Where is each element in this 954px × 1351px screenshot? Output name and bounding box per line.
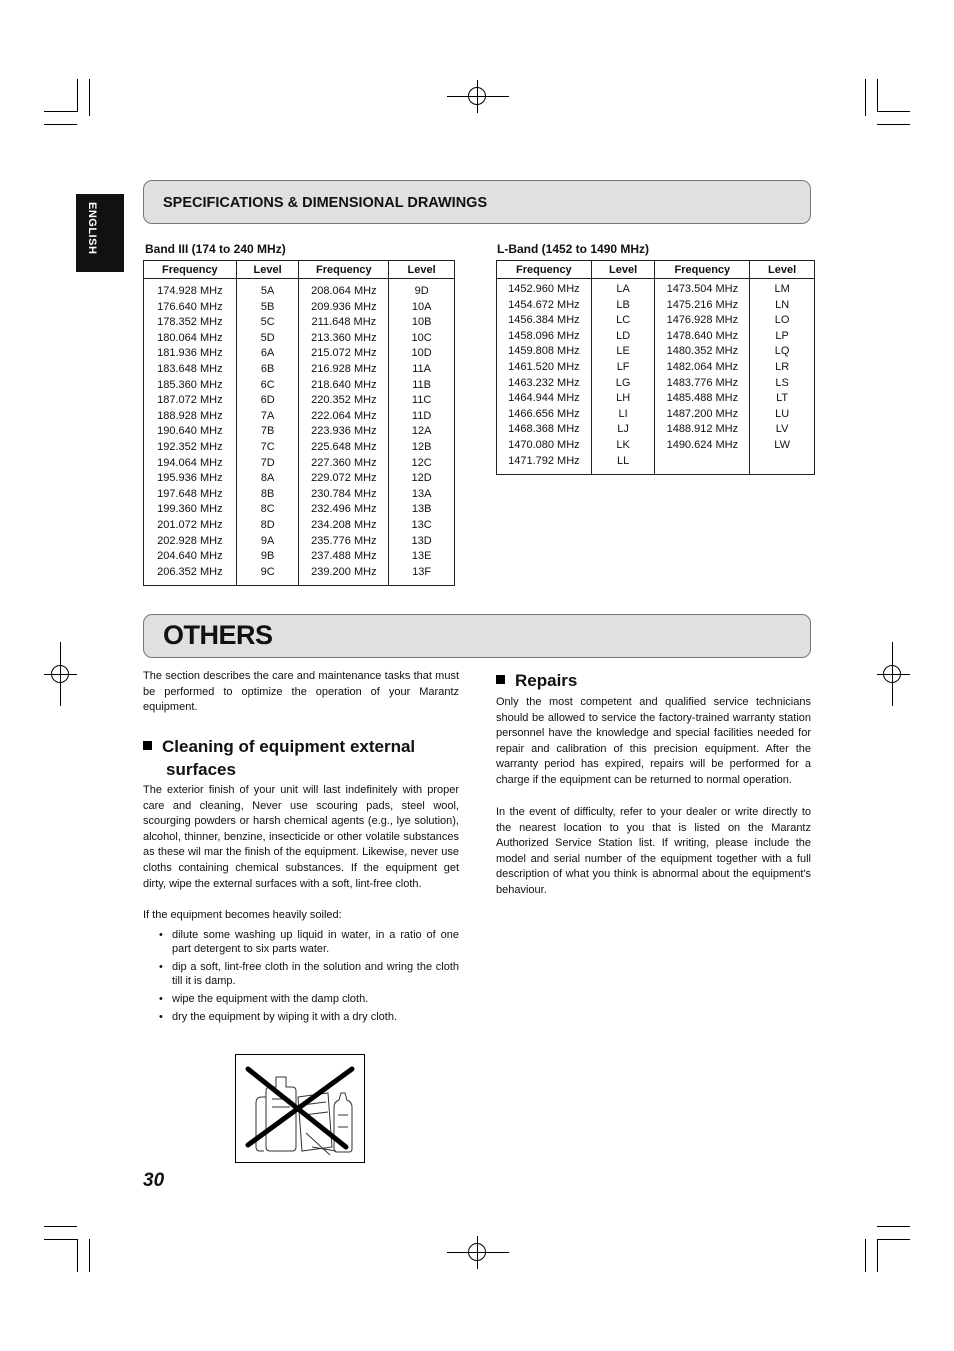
level-cell: LW <box>750 438 815 454</box>
list-item: • dry the equipment by wiping it with a dry cloth. <box>143 1010 459 1024</box>
level-cell: LT <box>750 391 815 407</box>
frequency-cell: 183.648 MHz <box>144 362 237 378</box>
cleaning-heavy-soil: If the equipment becomes heavily soiled: <box>143 909 342 921</box>
intro-paragraph: The section describes the care and maintenance tasks that must be performed to optimize the operation of your Marantz equipment. <box>143 670 459 714</box>
frequency-cell: 1480.352 MHz <box>655 344 750 360</box>
frequency-cell: 235.776 MHz <box>299 534 389 550</box>
table-row <box>144 331 455 347</box>
frequency-cell: 185.360 MHz <box>144 378 237 394</box>
frequency-cell: 1470.080 MHz <box>497 438 592 454</box>
repairs-paragraph-1: Only the most competent and qualified service technicians should be allowed to service the factory-trained warranty station personnel have the knowledge and special facilities needed for repair and calibration of this precision equipment. After the warranty period has expired, repairs will be performed for a charge if the equipment can be returned to normal operation. <box>496 696 811 786</box>
frequency-cell: 1452.960 MHz <box>497 282 592 298</box>
table-row <box>144 565 455 581</box>
frequency-cell: 227.360 MHz <box>299 456 389 472</box>
table-header-row <box>144 261 455 279</box>
table-row <box>144 440 455 456</box>
level-cell: 8B <box>236 487 299 503</box>
frequency-cell: 1461.520 MHz <box>497 360 592 376</box>
frequency-cell: 1485.488 MHz <box>655 391 750 407</box>
frequency-cell: 174.928 MHz <box>144 284 237 300</box>
table-row <box>497 282 815 298</box>
frequency-cell: 1490.624 MHz <box>655 438 750 454</box>
frequency-cell: 178.352 MHz <box>144 315 237 331</box>
square-bullet-icon <box>496 675 505 684</box>
frequency-cell: 190.640 MHz <box>144 424 237 440</box>
level-cell: 10A <box>389 300 455 316</box>
level-cell: LR <box>750 360 815 376</box>
level-cell: 13B <box>389 502 455 518</box>
table-row <box>144 315 455 331</box>
square-bullet-icon <box>143 741 152 750</box>
level-cell: LM <box>750 282 815 298</box>
table-row <box>144 471 455 487</box>
level-cell: LA <box>591 282 655 298</box>
registration-mark <box>468 87 486 105</box>
frequency-cell: 1476.928 MHz <box>655 313 750 329</box>
cleaning-body: The exterior finish of your unit will last indefinitely with proper care and cleaning, Never use scouring pads, steel wool, scourging powders or harsh chemical agents (e.g., lye solution), alcohol, thinner, benzine, insecticide or other volatile substances as these wil mar the finish of the equipment. Likewise, never use cloths containing chemical substances. If the equipment get dirty, wipe the external surfaces with a soft, lint-free cloth. <box>143 784 459 890</box>
table-row <box>497 360 815 376</box>
level-cell: LB <box>591 298 655 314</box>
crop-mark <box>44 1226 77 1227</box>
crop-mark <box>877 111 910 112</box>
level-cell: 5C <box>236 315 299 331</box>
frequency-cell: 194.064 MHz <box>144 456 237 472</box>
frequency-cell: 1464.944 MHz <box>497 391 592 407</box>
frequency-cell: 1456.384 MHz <box>497 313 592 329</box>
level-cell: 7D <box>236 456 299 472</box>
frequency-cell: 230.784 MHz <box>299 487 389 503</box>
frequency-cell: 1473.504 MHz <box>655 282 750 298</box>
cleaning-heading-line1: Cleaning of equipment external <box>162 737 416 756</box>
crop-mark <box>44 111 77 112</box>
level-cell: LE <box>591 344 655 360</box>
frequency-cell: 232.496 MHz <box>299 502 389 518</box>
level-cell: 10D <box>389 346 455 362</box>
level-cell: LJ <box>591 422 655 438</box>
level-cell: 8C <box>236 502 299 518</box>
crop-mark <box>877 1226 910 1227</box>
table-row <box>144 346 455 362</box>
column-header: Frequency <box>655 261 750 279</box>
level-cell: 9D <box>389 284 455 300</box>
frequency-cell: 187.072 MHz <box>144 393 237 409</box>
frequency-cell: 213.360 MHz <box>299 331 389 347</box>
level-cell: 11D <box>389 409 455 425</box>
language-tab <box>76 194 124 272</box>
crop-mark <box>77 79 78 112</box>
frequency-cell: 215.072 MHz <box>299 346 389 362</box>
frequency-cell: 1458.096 MHz <box>497 329 592 345</box>
table-row <box>144 409 455 425</box>
level-cell: LF <box>591 360 655 376</box>
frequency-cell: 1488.912 MHz <box>655 422 750 438</box>
level-cell: 10B <box>389 315 455 331</box>
level-cell: 12A <box>389 424 455 440</box>
level-cell: 9C <box>236 565 299 581</box>
column-header: Level <box>750 261 815 279</box>
level-cell: 13F <box>389 565 455 581</box>
frequency-cell: 1487.200 MHz <box>655 407 750 423</box>
table-row <box>144 456 455 472</box>
frequency-cell: 209.936 MHz <box>299 300 389 316</box>
frequency-cell: 216.928 MHz <box>299 362 389 378</box>
level-cell: 5D <box>236 331 299 347</box>
level-cell: LN <box>750 298 815 314</box>
specifications-title: SPECIFICATIONS & DIMENSIONAL DRAWINGS <box>163 195 488 211</box>
column-header: Level <box>389 261 455 279</box>
frequency-cell: 239.200 MHz <box>299 565 389 581</box>
level-cell: 6C <box>236 378 299 394</box>
frequency-cell: 1478.640 MHz <box>655 329 750 345</box>
frequency-cell: 1459.808 MHz <box>497 344 592 360</box>
crop-mark <box>44 1239 77 1240</box>
level-cell: 13D <box>389 534 455 550</box>
repairs-paragraph-2: In the event of difficulty, refer to your dealer or write directly to the nearest location to you that is listed on the Marantz Authorized Service Station list. If writing, please include the model and serial number of the equipment together with a full description of what you think is abnormal about the equipment's behaviour. <box>496 806 811 896</box>
level-cell: 9B <box>236 549 299 565</box>
frequency-cell: 201.072 MHz <box>144 518 237 534</box>
table-row <box>144 502 455 518</box>
specifications-banner <box>143 180 811 224</box>
frequency-cell: 237.488 MHz <box>299 549 389 565</box>
table-row <box>144 534 455 550</box>
crop-mark <box>877 79 878 112</box>
level-cell: 5A <box>236 284 299 300</box>
level-cell: LC <box>591 313 655 329</box>
repairs-heading <box>496 669 577 692</box>
frequency-cell: 222.064 MHz <box>299 409 389 425</box>
table-row <box>497 438 815 454</box>
others-banner <box>143 614 811 658</box>
frequency-cell: 206.352 MHz <box>144 565 237 581</box>
frequency-cell: 1471.792 MHz <box>497 454 592 470</box>
frequency-cell: 202.928 MHz <box>144 534 237 550</box>
registration-mark <box>883 665 901 683</box>
frequency-cell: 181.936 MHz <box>144 346 237 362</box>
level-cell: 11C <box>389 393 455 409</box>
table-row <box>144 393 455 409</box>
level-cell: LG <box>591 376 655 392</box>
frequency-cell: 176.640 MHz <box>144 300 237 316</box>
level-cell: 10C <box>389 331 455 347</box>
level-cell: 12C <box>389 456 455 472</box>
level-cell: LI <box>591 407 655 423</box>
crop-mark <box>877 124 910 125</box>
frequency-cell: 218.640 MHz <box>299 378 389 394</box>
column-header: Frequency <box>144 261 237 279</box>
level-cell: 11B <box>389 378 455 394</box>
table-row <box>497 391 815 407</box>
table-row <box>497 313 815 329</box>
level-cell: LU <box>750 407 815 423</box>
level-cell: 13A <box>389 487 455 503</box>
level-cell: LH <box>591 391 655 407</box>
level-cell: LQ <box>750 344 815 360</box>
band3-caption: Band III (174 to 240 MHz) <box>145 242 286 256</box>
list-item: • dip a soft, lint-free cloth in the solution and wring the cloth till it is damp. <box>143 960 459 988</box>
page-number: 30 <box>143 1170 165 1191</box>
no-chemicals-icon <box>236 1055 364 1162</box>
level-cell: LD <box>591 329 655 345</box>
level-cell: 7C <box>236 440 299 456</box>
table-row <box>144 378 455 394</box>
crop-mark <box>89 79 90 116</box>
level-cell: 8A <box>236 471 299 487</box>
frequency-cell: 220.352 MHz <box>299 393 389 409</box>
frequency-cell: 195.936 MHz <box>144 471 237 487</box>
table-header-row <box>497 261 815 279</box>
frequency-cell: 1482.064 MHz <box>655 360 750 376</box>
level-cell: 6A <box>236 346 299 362</box>
table-row <box>497 376 815 392</box>
level-cell: 12B <box>389 440 455 456</box>
frequency-cell: 1475.216 MHz <box>655 298 750 314</box>
frequency-cell: 199.360 MHz <box>144 502 237 518</box>
level-cell: 7B <box>236 424 299 440</box>
table-row <box>497 454 815 470</box>
lband-frequency-table <box>496 260 815 475</box>
level-cell: 6B <box>236 362 299 378</box>
level-cell: 5B <box>236 300 299 316</box>
frequency-cell: 1463.232 MHz <box>497 376 592 392</box>
table-row <box>144 424 455 440</box>
level-cell <box>750 454 815 470</box>
frequency-cell: 204.640 MHz <box>144 549 237 565</box>
level-cell: LO <box>750 313 815 329</box>
cleaning-steps-list <box>143 928 459 1028</box>
frequency-cell: 180.064 MHz <box>144 331 237 347</box>
crop-mark <box>877 1239 878 1272</box>
column-header: Level <box>236 261 299 279</box>
level-cell: 13C <box>389 518 455 534</box>
frequency-cell <box>655 454 750 470</box>
repairs-heading-text: Repairs <box>515 671 578 690</box>
frequency-cell: 192.352 MHz <box>144 440 237 456</box>
frequency-cell: 1468.368 MHz <box>497 422 592 438</box>
table-row <box>144 284 455 300</box>
table-row <box>144 362 455 378</box>
list-item: • dilute some washing up liquid in water, in a ratio of one part detergent to six parts water. <box>143 928 459 956</box>
frequency-cell: 223.936 MHz <box>299 424 389 440</box>
frequency-cell: 211.648 MHz <box>299 315 389 331</box>
level-cell: 6D <box>236 393 299 409</box>
level-cell: LP <box>750 329 815 345</box>
frequency-cell: 208.064 MHz <box>299 284 389 300</box>
crop-mark <box>77 1239 78 1272</box>
column-header: Frequency <box>299 261 389 279</box>
level-cell: 7A <box>236 409 299 425</box>
table-row <box>497 344 815 360</box>
others-title: OTHERS <box>163 620 273 650</box>
level-cell: LK <box>591 438 655 454</box>
table-row <box>497 298 815 314</box>
cleaning-chemicals-prohibited-illustration <box>235 1054 365 1163</box>
table-row <box>497 407 815 423</box>
crop-mark <box>44 124 77 125</box>
level-cell: LS <box>750 376 815 392</box>
column-header: Frequency <box>497 261 592 279</box>
crop-mark <box>865 79 866 116</box>
frequency-cell: 188.928 MHz <box>144 409 237 425</box>
language-tab-label: ENGLISH <box>86 202 98 255</box>
frequency-cell: 229.072 MHz <box>299 471 389 487</box>
cleaning-heading-line2: surfaces <box>166 760 236 779</box>
level-cell: 12D <box>389 471 455 487</box>
list-item: • wipe the equipment with the damp cloth. <box>143 992 459 1006</box>
cleaning-heading <box>143 735 463 781</box>
frequency-cell: 197.648 MHz <box>144 487 237 503</box>
level-cell: LL <box>591 454 655 470</box>
registration-mark <box>51 665 69 683</box>
crop-mark <box>865 1239 866 1272</box>
level-cell: 11A <box>389 362 455 378</box>
level-cell: 13E <box>389 549 455 565</box>
registration-mark <box>468 1243 486 1261</box>
frequency-cell: 1483.776 MHz <box>655 376 750 392</box>
frequency-cell: 225.648 MHz <box>299 440 389 456</box>
level-cell: 9A <box>236 534 299 550</box>
band3-frequency-table <box>143 260 455 586</box>
column-header: Level <box>591 261 655 279</box>
frequency-cell: 1454.672 MHz <box>497 298 592 314</box>
level-cell: 8D <box>236 518 299 534</box>
level-cell: LV <box>750 422 815 438</box>
table-row <box>497 422 815 438</box>
frequency-cell: 1466.656 MHz <box>497 407 592 423</box>
table-row <box>497 329 815 345</box>
table-row <box>144 487 455 503</box>
table-row <box>144 518 455 534</box>
table-row <box>144 549 455 565</box>
crop-mark <box>877 1239 910 1240</box>
frequency-cell: 234.208 MHz <box>299 518 389 534</box>
crop-mark <box>89 1239 90 1272</box>
lband-caption: L-Band (1452 to 1490 MHz) <box>497 242 650 256</box>
table-row <box>144 300 455 316</box>
